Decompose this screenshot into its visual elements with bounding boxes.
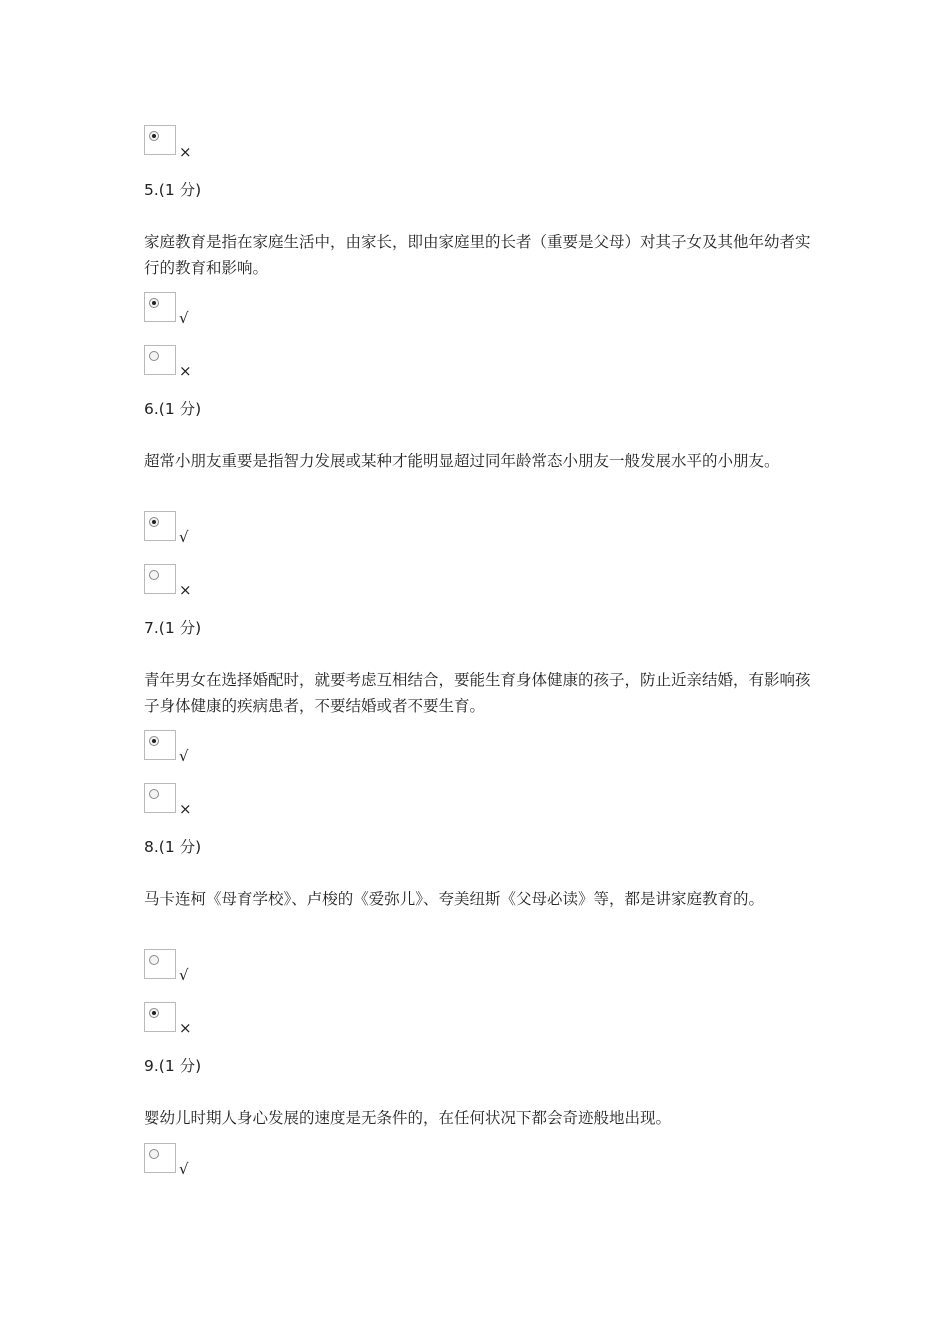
option-mark-q5-false: × <box>179 362 192 380</box>
radio-button-q6-true[interactable] <box>144 511 176 541</box>
question-number-7: 7.(1 分) <box>144 619 202 637</box>
radio-button-q5-false[interactable] <box>144 345 176 375</box>
radio-button-q6-false[interactable] <box>144 564 176 594</box>
radio-dot-icon <box>149 789 159 799</box>
option-mark-q6-true: √ <box>179 528 189 546</box>
question-number-6: 6.(1 分) <box>144 400 202 418</box>
question-text-5: 家庭教育是指在家庭生活中，由家长，即由家庭里的长者（重要是父母）对其子女及其他年幼者实行的教育和影响。 <box>144 233 811 277</box>
radio-dot-icon <box>149 131 159 141</box>
option-mark-q6-false: × <box>179 581 192 599</box>
question-number-8: 8.(1 分) <box>144 838 202 856</box>
radio-button-q7-false[interactable] <box>144 783 176 813</box>
question-text-7: 青年男女在选择婚配时，就要考虑互相结合，要能生育身体健康的孩子，防止近亲结婚，有影响孩子身体健康的疾病患者，不要结婚或者不要生育。 <box>144 671 811 715</box>
radio-button-q7-true[interactable] <box>144 730 176 760</box>
radio-button-q5-true[interactable] <box>144 292 176 322</box>
option-mark-top: × <box>179 143 192 161</box>
option-mark-q8-true: √ <box>179 966 189 984</box>
radio-dot-icon <box>149 1149 159 1159</box>
question-text-6: 超常小朋友重要是指智力发展或某种才能明显超过同年龄常态小朋友一般发展水平的小朋友。 <box>144 452 780 470</box>
radio-button-q9-true[interactable] <box>144 1143 176 1173</box>
option-mark-q8-false: × <box>179 1019 192 1037</box>
radio-dot-icon <box>149 955 159 965</box>
question-number-5: 5.(1 分) <box>144 181 202 199</box>
radio-dot-icon <box>149 351 159 361</box>
radio-dot-icon <box>149 736 159 746</box>
option-mark-q7-false: × <box>179 800 192 818</box>
radio-dot-icon <box>149 1008 159 1018</box>
option-mark-q5-true: √ <box>179 309 189 327</box>
question-text-9: 婴幼儿时期人身心发展的速度是无条件的，在任何状况下都会奇迹般地出现。 <box>144 1109 672 1127</box>
question-number-9: 9.(1 分) <box>144 1057 202 1075</box>
radio-button-q8-true[interactable] <box>144 949 176 979</box>
radio-dot-icon <box>149 517 159 527</box>
question-text-8: 马卡连柯《母育学校》、卢梭的《爱弥儿》、夸美纽斯《父母必读》等，都是讲家庭教育的。 <box>144 890 765 908</box>
radio-dot-icon <box>149 298 159 308</box>
radio-button-q8-false[interactable] <box>144 1002 176 1032</box>
option-mark-q9-true: √ <box>179 1160 189 1178</box>
radio-dot-icon <box>149 570 159 580</box>
radio-button-top[interactable] <box>144 125 176 155</box>
option-mark-q7-true: √ <box>179 747 189 765</box>
